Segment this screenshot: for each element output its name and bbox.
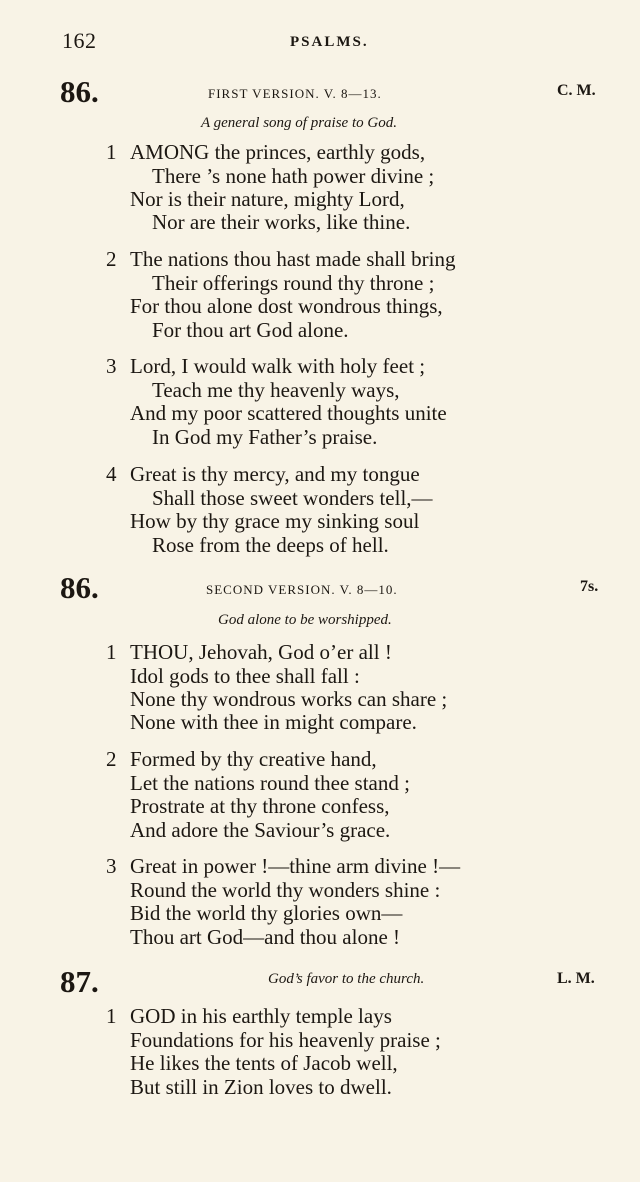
running-head: PSALMS.	[290, 34, 369, 50]
verse-line: Teach me thy heavenly ways,	[152, 378, 400, 402]
verse-number: 3	[106, 854, 117, 878]
verse-line: Formed by thy creative hand,	[130, 747, 377, 771]
hymn-number: 86.	[60, 570, 99, 605]
verse-line: Great is thy mercy, and my tongue	[130, 462, 420, 486]
verse-line: He likes the tents of Jacob well,	[130, 1051, 398, 1075]
verse-line: For thou alone dost wondrous things,	[130, 294, 443, 318]
verse-line: In God my Father’s praise.	[152, 425, 378, 449]
hymn-subtitle: God’s favor to the church.	[268, 971, 425, 987]
verse-line: Great in power !—thine arm divine !—	[130, 854, 461, 878]
verse-number: 2	[106, 247, 117, 271]
verse-line: Let the nations round thee stand ;	[130, 771, 410, 795]
verse-line: But still in Zion loves to dwell.	[130, 1075, 392, 1099]
hymn-meter: C. M.	[557, 82, 596, 99]
verse-number: 3	[106, 354, 117, 378]
verse-line: Nor is their nature, mighty Lord,	[130, 187, 405, 211]
verse-number: 1	[106, 140, 117, 164]
verse-line: How by thy grace my sinking soul	[130, 509, 420, 533]
verse-number: 1	[106, 1004, 117, 1028]
page-number: 162	[62, 28, 97, 53]
verse-line: Nor are their works, like thine.	[152, 210, 411, 234]
verse-line: Shall those sweet wonders tell,—	[152, 486, 433, 510]
verse-number: 2	[106, 747, 117, 771]
verse-line: There ’s none hath power divine ;	[152, 164, 435, 188]
verse-line: The nations thou hast made shall bring	[130, 247, 456, 271]
hymn-meter: L. M.	[557, 970, 595, 987]
hymn-meter: 7s.	[580, 578, 599, 595]
verse-line: Round the world thy wonders shine :	[130, 878, 441, 902]
hymn-number: 87.	[60, 964, 99, 999]
verse-number: 1	[106, 640, 117, 664]
hymn-heading: SECOND VERSION. V. 8—10.	[206, 582, 398, 597]
hymn-number: 86.	[60, 74, 99, 109]
verse-line: Idol gods to thee shall fall :	[130, 664, 360, 688]
hymn-subtitle: A general song of praise to God.	[201, 115, 397, 131]
verse-line: AMONG the princes, earthly gods,	[130, 140, 426, 164]
verse-line: GOD in his earthly temple lays	[130, 1004, 392, 1028]
verse-line: Their offerings round thy throne ;	[152, 271, 435, 295]
hymn-heading: FIRST VERSION. V. 8—13.	[208, 86, 382, 101]
verse-line: Prostrate at thy throne confess,	[130, 794, 390, 818]
verse-line: And adore the Saviour’s grace.	[130, 818, 391, 842]
hymn-subtitle: God alone to be worshipped.	[218, 612, 392, 628]
verse-line: None with thee in might compare.	[130, 710, 417, 734]
verse-line: And my poor scattered thoughts unite	[130, 401, 447, 425]
verse-line: None thy wondrous works can share ;	[130, 687, 448, 711]
verse-number: 4	[106, 462, 117, 486]
verse-line: Thou art God—and thou alone !	[130, 925, 401, 949]
verse-line: Lord, I would walk with holy feet ;	[130, 354, 426, 378]
verse-line: Rose from the deeps of hell.	[152, 533, 389, 557]
verse-line: For thou art God alone.	[152, 318, 349, 342]
verse-line: THOU, Jehovah, God o’er all !	[130, 640, 392, 664]
verse-line: Foundations for his heavenly praise ;	[130, 1028, 441, 1052]
verse-line: Bid the world thy glories own—	[130, 901, 403, 925]
